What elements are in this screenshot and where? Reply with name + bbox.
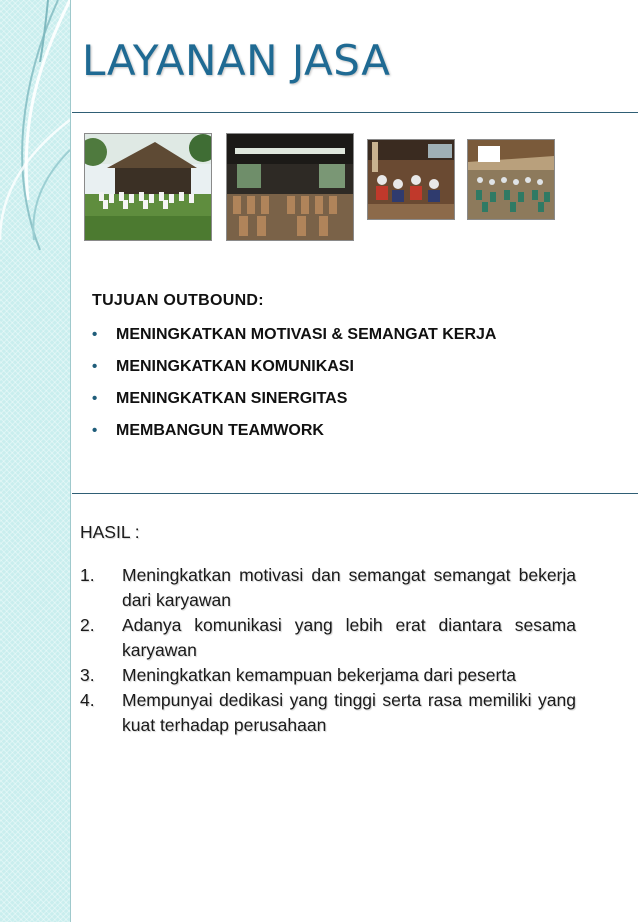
goals-section — [92, 292, 622, 447]
results-section — [80, 522, 576, 738]
bullet-icon: • — [92, 390, 98, 407]
result-item — [80, 688, 576, 738]
result-text: Meningkatkan motivasi dan semangat semangat bekerja dari karyawan — [122, 565, 576, 610]
indoor-group-photo-icon — [368, 140, 454, 219]
goal-item — [92, 415, 622, 447]
result-number: 1. — [80, 565, 95, 585]
goals-list — [92, 319, 622, 447]
goal-item — [92, 319, 622, 351]
goal-item — [92, 351, 622, 383]
slide-title: LAYANAN JASA — [82, 36, 391, 85]
result-text: Meningkatkan kemampuan bekerjama dari peserta — [122, 665, 516, 685]
goal-text: MENINGKATKAN SINERGITAS — [116, 390, 348, 407]
pavilion-group-photo-icon — [468, 140, 554, 219]
results-heading: HASIL : — [80, 522, 140, 542]
result-item — [80, 663, 576, 688]
hall-chairs-photo-icon — [227, 134, 353, 240]
result-item — [80, 613, 576, 663]
results-list — [80, 563, 576, 738]
result-text: Adanya komunikasi yang lebih erat diantara sesama karyawan — [122, 615, 576, 660]
result-text: Mempunyai dedikasi yang tinggi serta rasa memiliki yang kuat terhadap perusahaan — [122, 690, 576, 735]
pavilion-group-photo — [467, 139, 555, 220]
goal-item — [92, 383, 622, 415]
goal-text: MENINGKATKAN KOMUNIKASI — [116, 358, 354, 375]
swirl-decoration-icon — [0, 0, 70, 922]
hall-chairs-photo — [226, 133, 354, 241]
section-divider — [72, 493, 638, 494]
result-number: 3. — [80, 665, 95, 685]
outdoor-group-photo — [84, 133, 212, 241]
goal-text: MEMBANGUN TEAMWORK — [116, 422, 324, 439]
goals-heading: TUJUAN OUTBOUND: — [92, 292, 264, 309]
bullet-icon: • — [92, 326, 98, 343]
result-number: 4. — [80, 690, 95, 710]
bullet-icon: • — [92, 422, 98, 439]
outdoor-group-photo-icon — [85, 134, 211, 240]
result-item — [80, 563, 576, 613]
result-number: 2. — [80, 615, 95, 635]
goal-text: MENINGKATKAN MOTIVASI & SEMANGAT KERJA — [116, 326, 497, 343]
indoor-group-photo — [367, 139, 455, 220]
title-divider — [72, 112, 638, 113]
bullet-icon: • — [92, 358, 98, 375]
sidebar-decoration — [0, 0, 71, 922]
